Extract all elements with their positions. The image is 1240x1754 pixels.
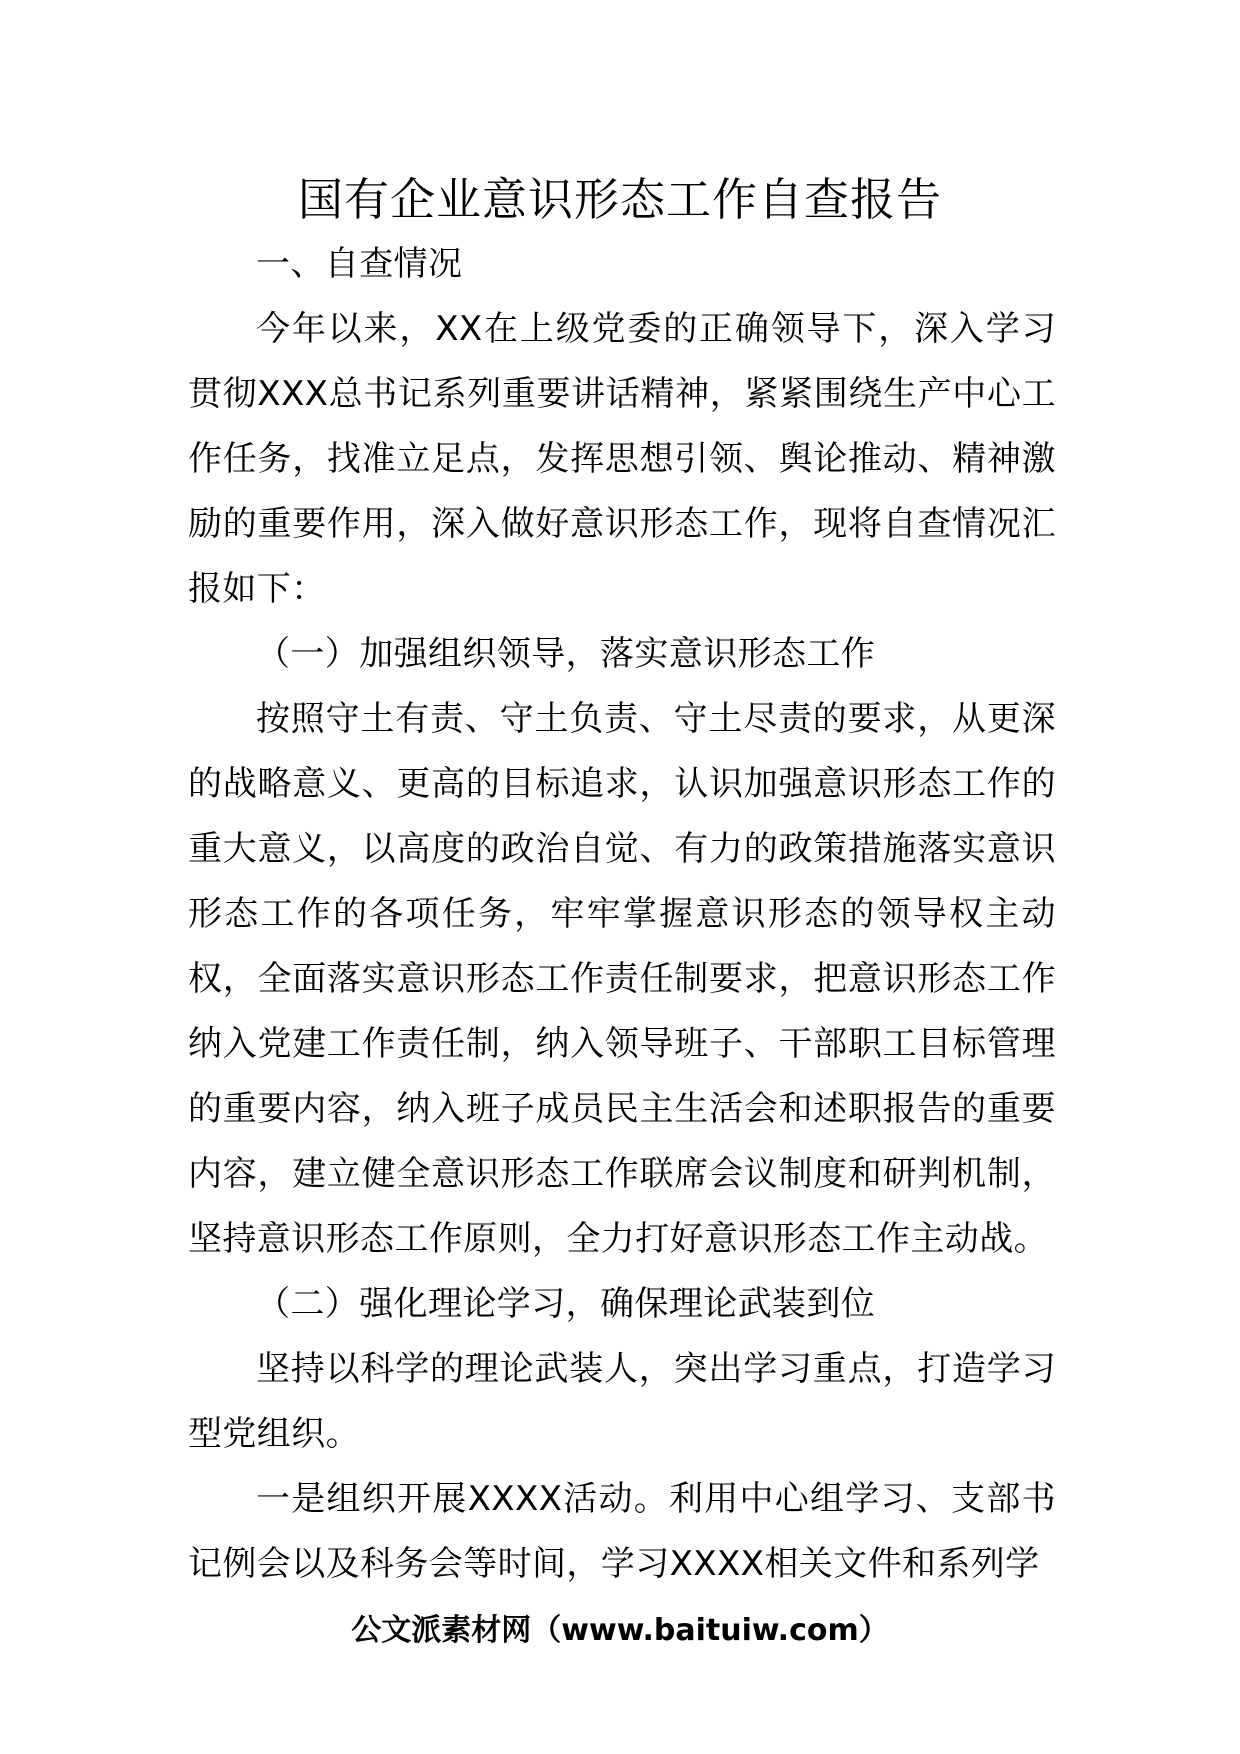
body-paragraph: 坚持以科学的理论武装人，突出学习重点，打造学习型党组织。 <box>188 1349 1056 1454</box>
body-paragraph: 今年以来，XX在上级党委的正确领导下，深入学习贯彻XXX总书记系列重要讲话精神，紧紧围绕生产中心工作任务，找准立足点，发挥思想引领、舆论推动、精神激励的重要作用，深入做好意识形态工作，现将自查情况汇报如下： <box>188 309 1056 609</box>
document-body <box>188 232 1056 1597</box>
watermark-footer: 公文派素材网（www.baituiw.com） <box>351 1613 889 1648</box>
subsection-heading: （二）强化理论学习，确保理论武装到位 <box>256 1284 876 1324</box>
section-heading: 一、自查情况 <box>256 244 463 284</box>
body-paragraph: 一是组织开展XXXX活动。利用中心组学习、支部书记例会以及科务会等时间，学习XXXX相关文件和系列学 <box>188 1479 1056 1584</box>
subsection-heading: （一）加强组织领导，落实意识形态工作 <box>256 634 876 674</box>
document-title: 国有企业意识形态工作自查报告 <box>297 173 942 226</box>
body-paragraph: 按照守土有责、守土负责、守土尽责的要求，从更深的战略意义、更高的目标追求，认识加强意识形态工作的重大意义，以高度的政治自觉、有力的政策措施落实意识形态工作的各项任务，牢牢掌握意识形态的领导权主动权，全面落实意识形态工作责任制要求，把意识形态工作纳入党建工作责任制，纳入领导班子、干部职工目标管理的重要内容，纳入班子成员民主生活会和述职报告的重要内容，建立健全意识形态工作联席会议制度和研判机制，坚持意识形态工作原则，全力打好意识形态工作主动战。 <box>188 699 1056 1259</box>
